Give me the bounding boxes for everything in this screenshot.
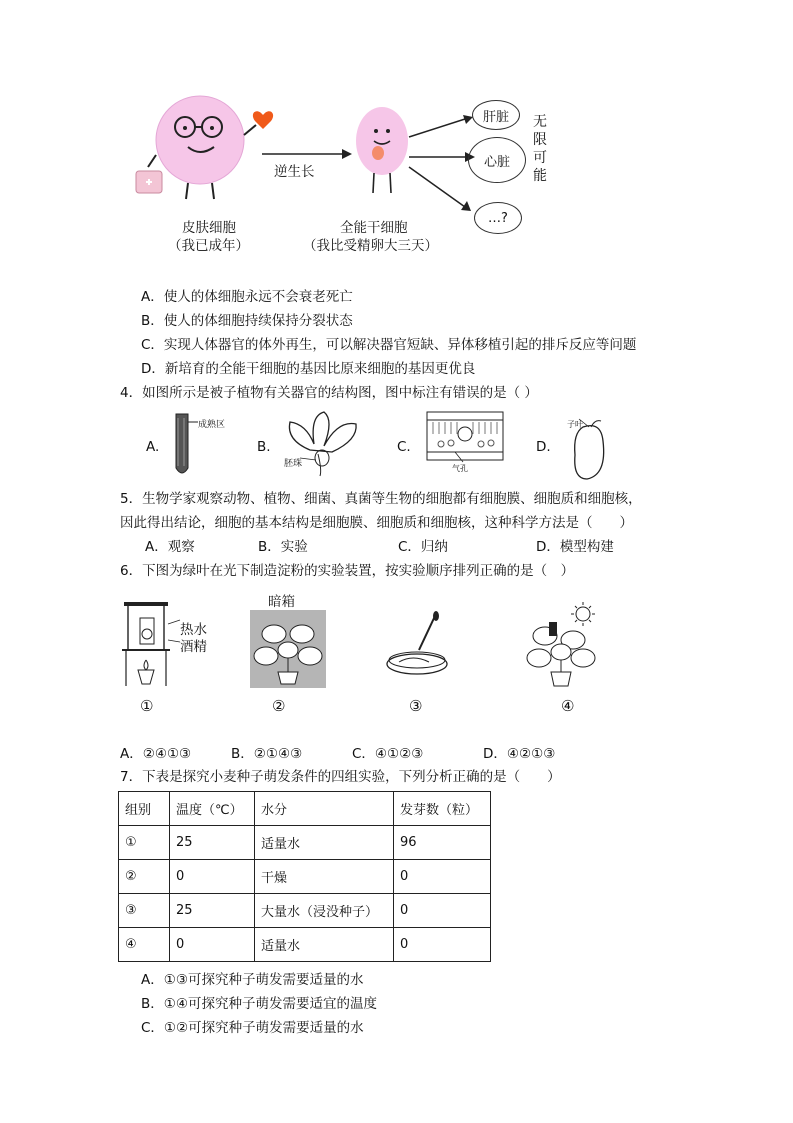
q6-stem: 6．下图为绿叶在光下制造淀粉的实验装置，按实验顺序排列正确的是（ ） [120,563,575,579]
differentiation-arrows [405,115,475,215]
stem-cell-illustration [352,103,412,203]
table-cell: 0 [170,928,255,962]
q5-option-c: C．归纳 [398,539,448,555]
stem-cell-subcaption: （我比受精卵大三天） [303,238,438,254]
table-cell: 0 [394,928,491,962]
table-cell: 0 [394,894,491,928]
iodine-dish-figure [383,610,451,680]
q3-option-d: D．新培育的全能干细胞的基因比原来细胞的基因更优良 [141,361,476,377]
stoma-label: 气孔 [452,464,468,473]
q3-option-c: C．实现人体器官的体外再生，可以解决器官短缺、异体移植引起的排斥反应等问题 [141,337,637,353]
table-cell: ③ [119,894,170,928]
table-row [119,928,491,962]
table-cell: 适量水 [255,928,394,962]
table-cell: 干燥 [255,860,394,894]
germination-table [118,791,491,962]
q6-option-c: C．④①②③ [352,746,424,762]
q5-stem-line1: 5．生物学家观察动物、植物、细菌、真菌等生物的细胞都有细胞膜、细胞质和细胞核， [120,491,642,507]
root-hair-zone-label: 成熟区 [198,420,226,430]
q4-stem: 4．如图所示是被子植物有关器官的结构图，图中标注有错误的是（ ） [120,385,538,401]
cotyledon-label: 子叶 [567,420,583,429]
table-header: 组别 [119,792,170,826]
q3-option-b: B．使人的体细胞持续保持分裂状态 [141,313,353,329]
table-cell: 0 [394,860,491,894]
table-row [119,894,491,928]
heart-bubble [468,137,526,183]
q7-option-c: C．①②可探究种子萌发需要适量的水 [141,1020,364,1036]
ovule-label: 胚珠 [284,459,303,469]
figure-number: ② [272,697,286,715]
dark-box-plant-figure [250,610,326,688]
q5-option-b: B．实验 [258,539,308,555]
table-header: 发芽数（粒） [394,792,491,826]
water-bath-figure [118,600,188,690]
table-row [119,826,491,860]
table-cell: 大量水（浸没种子） [255,894,394,928]
table-cell: 0 [170,860,255,894]
sunlight-plant-figure [525,600,605,690]
q4-letter-c: C. [397,439,411,455]
table-cell: 96 [394,826,491,860]
q7-option-a: A．①③可探究种子萌发需要适量的水 [141,972,364,988]
arrow-reverse-growth [262,148,352,160]
table-cell: 25 [170,894,255,928]
table-row [119,860,491,894]
hot-water-label: 热水 [180,622,207,638]
table-header: 温度（℃） [170,792,255,826]
q5-stem-line2: 因此得出结论，细胞的基本结构是细胞膜、细胞质和细胞核，这种科学方法是（ ） [120,515,633,531]
more-organs-bubble [474,202,522,234]
table-header-row [119,792,491,826]
q6-option-b: B．②①④③ [231,746,303,762]
more-organs-label: …? [488,210,508,226]
q7-option-b: B．①④可探究种子萌发需要适宜的温度 [141,996,377,1012]
arrow-label: 逆生长 [274,164,315,180]
q4-letter-b: B. [257,439,271,455]
skin-cell-caption: 皮肤细胞 [182,220,236,236]
table-cell: ④ [119,928,170,962]
vertical-char: 限 [533,132,547,148]
table-header: 水分 [255,792,394,826]
q4-letter-a: A. [146,439,160,455]
figure-number: ③ [409,697,423,715]
alcohol-label: 酒精 [180,639,207,655]
figure-number: ① [140,697,154,715]
q5-option-d: D．模型构建 [536,539,614,555]
leaf-section-figure [425,410,505,468]
stem-cell-caption: 全能干细胞 [340,220,408,236]
table-cell: 25 [170,826,255,860]
figure-number: ④ [561,697,575,715]
dark-box-label: 暗箱 [268,594,295,610]
skin-cell-illustration [130,95,280,215]
vertical-char: 无 [533,114,547,130]
q3-option-a: A．使人的体细胞永远不会衰老死亡 [141,289,353,305]
vertical-char: 可 [533,150,547,166]
q6-option-d: D．④②①③ [483,746,556,762]
liver-bubble [472,100,520,130]
table-cell: ① [119,826,170,860]
liver-label: 肝脏 [482,109,509,125]
vertical-char: 能 [533,168,547,184]
skin-cell-subcaption: （我已成年） [168,238,249,254]
q6-option-a: A．②④①③ [120,746,192,762]
q5-option-a: A．观察 [145,539,195,555]
q4-letter-d: D. [536,439,551,455]
vertical-text [533,113,549,185]
table-cell: ② [119,860,170,894]
table-cell: 适量水 [255,826,394,860]
q7-stem: 7．下表是探究小麦种子萌发条件的四组实验，下列分析正确的是（ ） [120,769,561,785]
heart-label: 心脏 [483,154,510,170]
